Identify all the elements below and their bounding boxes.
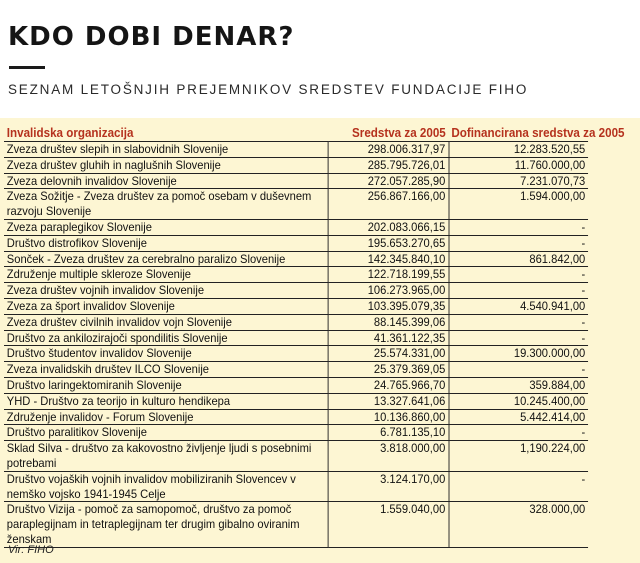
cell-funds-2005: 41.361.122,35 [328, 330, 449, 346]
cell-cofunding-2005: - [449, 330, 588, 346]
cell-cofunding-2005: 328.000,00 [449, 502, 588, 547]
cell-organization: Društvo za ankilozirajoči spondilitis Slovenije [4, 330, 328, 346]
table-row [4, 314, 588, 330]
cell-organization: Zveza društev slepih in slabovidnih Slovenije [4, 142, 328, 158]
table-row [4, 502, 588, 547]
table-row [4, 235, 588, 251]
cell-organization: Zveza društev vojnih invalidov Slovenije [4, 283, 328, 299]
header-organization: Invalidska organizacija [4, 124, 328, 142]
table-row [4, 298, 588, 314]
cell-cofunding-2005: 12.283.520,55 [449, 142, 588, 158]
table-row [4, 393, 588, 409]
recipients-table-wrap [4, 124, 632, 548]
table-row [4, 362, 588, 378]
cell-organization: Sonček - Zveza društev za cerebralno paralizo Slovenije [4, 251, 328, 267]
cell-funds-2005: 25.379.369,05 [328, 362, 449, 378]
cell-funds-2005: 88.145.399,06 [328, 314, 449, 330]
table-row [4, 471, 588, 502]
header-funds-2005: Sredstva za 2005 [328, 124, 449, 142]
table-row [4, 189, 588, 220]
table-row [4, 267, 588, 283]
cell-organization: YHD - Društvo za teorijo in kulturo hendikepa [4, 393, 328, 409]
table-body [4, 142, 588, 548]
cell-organization: Sklad Silva - društvo za kakovostno življenje ljudi s posebnimi potrebami [4, 441, 328, 472]
cell-funds-2005: 195.653.270,65 [328, 235, 449, 251]
cell-organization: Društvo laringektomiranih Slovenije [4, 377, 328, 393]
cell-cofunding-2005: 7.231.070,73 [449, 173, 588, 189]
recipients-table [4, 124, 625, 548]
cell-funds-2005: 10.136.860,00 [328, 409, 449, 425]
cell-cofunding-2005: 359.884,00 [449, 377, 588, 393]
cell-cofunding-2005: 861.842,00 [449, 251, 588, 267]
cell-cofunding-2005: - [449, 362, 588, 378]
cell-organization: Zveza paraplegikov Slovenije [4, 219, 328, 235]
cell-funds-2005: 256.867.166,00 [328, 189, 449, 220]
cell-cofunding-2005: - [449, 267, 588, 283]
cell-organization: Zveza invalidskih društev ILCO Slovenije [4, 362, 328, 378]
cell-organization: Društvo vojaških vojnih invalidov mobiliziranih Slovencev v nemško vojsko 1941-1945 Celje [4, 471, 328, 502]
table-row [4, 377, 588, 393]
cell-organization: Zveza za šport invalidov Slovenije [4, 298, 328, 314]
cell-cofunding-2005: - [449, 314, 588, 330]
cell-organization: Združenje invalidov - Forum Slovenije [4, 409, 328, 425]
subtitle: SEZNAM LETOŠNJIH PREJEMNIKOV SREDSTEV FUNDACIJE FIHO [8, 82, 529, 97]
cell-funds-2005: 298.006.317,97 [328, 142, 449, 158]
cell-cofunding-2005: - [449, 283, 588, 299]
cell-organization: Združenje multiple skleroze Slovenije [4, 267, 328, 283]
cell-cofunding-2005: - [449, 471, 588, 502]
cell-cofunding-2005: 1,190.224,00 [449, 441, 588, 472]
table-row [4, 425, 588, 441]
cell-funds-2005: 25.574.331,00 [328, 346, 449, 362]
cell-organization: Zveza društev gluhih in naglušnih Slovenije [4, 157, 328, 173]
cell-funds-2005: 1.559.040,00 [328, 502, 449, 547]
table-row [4, 142, 588, 158]
cell-organization: Društvo Vizija - pomoč za samopomoč, društvo za pomoč paraplegijnam in tetraplegijnam ter drugim gibalno oviranim ženskam [4, 502, 328, 547]
table-row [4, 346, 588, 362]
cell-cofunding-2005: 11.760.000,00 [449, 157, 588, 173]
cell-cofunding-2005: 4.540.941,00 [449, 298, 588, 314]
source-note: Vir: FIHO [8, 544, 54, 556]
page-title: KDO DOBI DENAR? [8, 22, 295, 52]
cell-organization: Društvo študentov invalidov Slovenije [4, 346, 328, 362]
cell-organization: Društvo distrofikov Slovenije [4, 235, 328, 251]
cell-funds-2005: 6.781.135,10 [328, 425, 449, 441]
cell-funds-2005: 3.124.170,00 [328, 471, 449, 502]
cell-organization: Društvo paralitikov Slovenije [4, 425, 328, 441]
cell-organization: Zveza delovnih invalidov Slovenije [4, 173, 328, 189]
cell-funds-2005: 106.273.965,00 [328, 283, 449, 299]
table-row [4, 330, 588, 346]
cell-funds-2005: 285.795.726,01 [328, 157, 449, 173]
cell-cofunding-2005: - [449, 425, 588, 441]
cell-organization: Zveza Sožitje - Zveza društev za pomoč osebam v duševnem razvoju Slovenije [4, 189, 328, 220]
cell-cofunding-2005: 19.300.000,00 [449, 346, 588, 362]
cell-funds-2005: 202.083.066,15 [328, 219, 449, 235]
cell-cofunding-2005: 5.442.414,00 [449, 409, 588, 425]
cell-funds-2005: 142.345.840,10 [328, 251, 449, 267]
table-row [4, 157, 588, 173]
cell-funds-2005: 122.718.199,55 [328, 267, 449, 283]
cell-cofunding-2005: 10.245.400,00 [449, 393, 588, 409]
cell-cofunding-2005: - [449, 219, 588, 235]
header [0, 0, 640, 118]
table-row [4, 409, 588, 425]
table-row [4, 283, 588, 299]
title-divider [9, 66, 45, 69]
table-row [4, 251, 588, 267]
cell-funds-2005: 3.818.000,00 [328, 441, 449, 472]
header-cofunding-2005: Dofinancirana sredstva za 2005 [449, 124, 588, 142]
cell-cofunding-2005: - [449, 235, 588, 251]
cell-funds-2005: 272.057.285,90 [328, 173, 449, 189]
cell-cofunding-2005: 1.594.000,00 [449, 189, 588, 220]
cell-funds-2005: 24.765.966,70 [328, 377, 449, 393]
table-row [4, 441, 588, 472]
table-row [4, 219, 588, 235]
cell-organization: Zveza društev civilnih invalidov vojn Slovenije [4, 314, 328, 330]
table-header-row [4, 124, 588, 142]
cell-funds-2005: 103.395.079,35 [328, 298, 449, 314]
cell-funds-2005: 13.327.641,06 [328, 393, 449, 409]
table-row [4, 173, 588, 189]
